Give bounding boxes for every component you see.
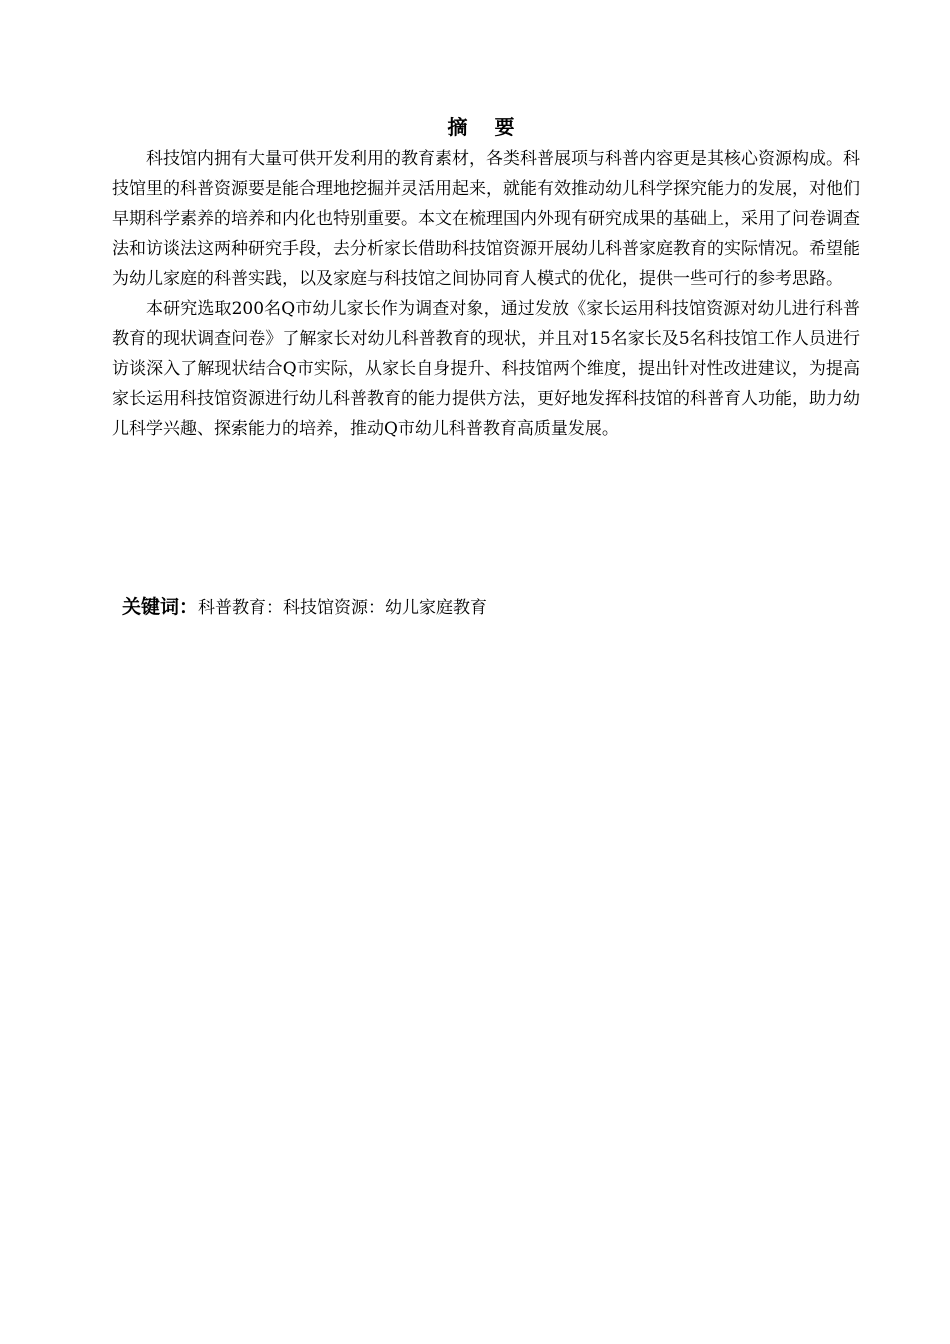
abstract-body [112,144,860,444]
abstract-paragraph-2: 本研究选取200名Q市幼儿家长作为调查对象，通过发放《家长运用科技馆资源对幼儿进行科普教育的现状调查问卷》了解家长对幼儿科普教育的现状，并且对15名家长及5名科技馆工作人员进行访谈深入了解现状结合Q市实际，从家长自身提升、科技馆两个维度，提出针对性改进建议，为提高家长运用科技馆资源进行幼儿科普教育的能力提供方法，更好地发挥科技馆的科普育人功能，助力幼儿科学兴趣、探索能力的培养，推动Q市幼儿科普教育高质量发展。 [112,299,860,439]
keywords-value: 科普教育：科技馆资源：幼儿家庭教育 [198,598,488,618]
keywords-label: 关键词： [122,596,199,618]
abstract-title: 摘 要 [447,115,525,139]
abstract-paragraph-1: 科技馆内拥有大量可供开发利用的教育素材，各类科普展项与科普内容更是其核心资源构成。科技馆里的科普资源要是能合理地挖掘并灵活用起来，就能有效推动幼儿科学探究能力的发展，对他们早期科学素养的培养和内化也特别重要。本文在梳理国内外现有研究成果的基础上，采用了问卷调查法和访谈法这两种研究手段，去分析家长借助科技馆资源开展幼儿科普家庭教育的实际情况。希望能为幼儿家庭的科普实践，以及家庭与科技馆之间协同育人模式的优化，提供一些可行的参考思路。 [112,149,860,289]
keywords-line [122,592,487,623]
